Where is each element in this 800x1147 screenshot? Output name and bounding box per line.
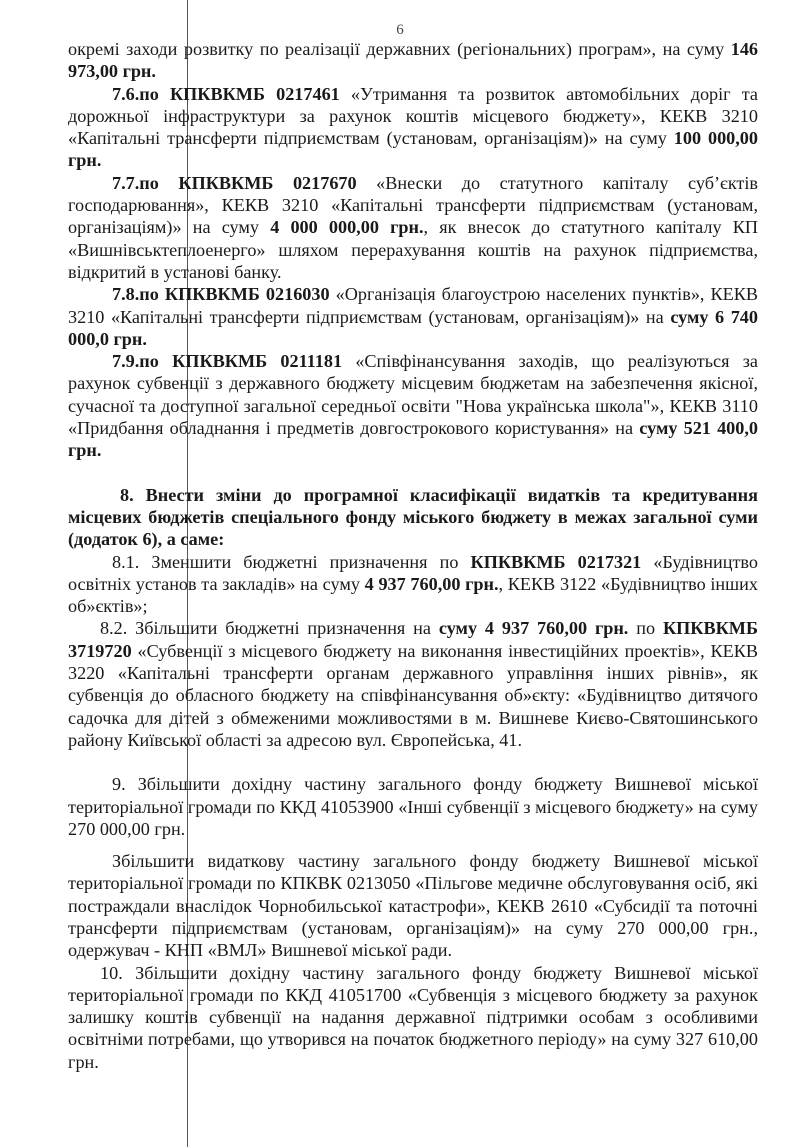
text-run: Збільшити видаткову частину загального фонду бюджету Вишневої міської територіальної громади по КПКВК 0213050 «Пільгове медичне обслуговування осіб, які постраждали внаслідок Чорнобильської катастрофи», КЕКВ 2610 «Субсидії та поточні трансферти підприємствам (установам, організаціям)» на суму 270 000,00 грн., одержувач - КНП «ВМЛ» Вишневої міської ради. <box>68 851 758 961</box>
text-run: по <box>628 618 663 639</box>
bold-run: 146 973,00 грн. <box>68 39 758 82</box>
text-run: «Організація благоустрою населених пунктів», КЕКВ 3210 «Капітальні трансферти підприємствам (установам, організаціям)» на <box>68 284 758 327</box>
text-run: «Будівництво освітніх установ та закладів» на суму <box>68 551 758 594</box>
bold-run: 8. Внести зміни до програмної класифікації видатків та кредитування місцевих бюджетів спеціального фонду міського бюджету в межах загальної суми (додаток 6), а саме: <box>68 484 758 550</box>
paragraph-7-8 <box>68 283 758 350</box>
text-run: 8.2. Збільшити бюджетні призначення на <box>100 618 439 639</box>
bold-run: КПКВКМБ 3719720 <box>68 618 758 661</box>
text-run: «Утримання та розвиток автомобільних доріг та дорожньої інфраструктури за рахунок коштів місцевого бюджету», КЕКВ 3210 «Капітальні трансферти підприємствам (установам, організаціям)» на суму <box>68 83 759 149</box>
bold-run: 7.7.по КПКВКМБ 0217670 <box>112 172 357 193</box>
page-number: 6 <box>396 22 404 38</box>
bold-run: 7.9.по КПКВКМБ 0211181 <box>112 351 343 372</box>
paragraph-7-5-tail <box>68 38 758 83</box>
paragraph-8-2 <box>68 617 758 751</box>
paragraph-7-9 <box>68 350 758 461</box>
bold-run: КПКВКМБ 0217321 <box>470 551 642 572</box>
text-run: «Співфінансування заходів, що реалізуються за рахунок субвенції з державного бюджету місцевим бюджетам на забезпечення якісної, сучасної та доступної загальної середньої освіти "Нова українська школа"», КЕКВ 3110 «Придбання обладнання і предметів довгострокового користування» на <box>68 351 758 439</box>
document-body <box>68 38 758 1073</box>
bold-run: 4 937 760,00 грн. <box>364 573 499 594</box>
text-run: «Внески до статутного капіталу суб’єктів господарювання», КЕКВ 3210 «Капітальні трансферти підприємствам (установам, організаціям)» на суму <box>68 172 758 238</box>
text-run: , КЕКВ 3122 «Будівництво інших об»єктів»; <box>68 573 758 617</box>
text-run: окремі заходи розвитку по реалізації державних (регіональних) програм», на суму <box>68 39 731 59</box>
bold-run: 4 000 000,00 грн. <box>270 217 424 238</box>
paragraph-8-1 <box>68 551 758 618</box>
paragraph-7-6 <box>68 83 758 172</box>
text-run: 8.1. Зменшити бюджетні призначення по <box>112 551 471 572</box>
text-run: 9. Збільшити дохідну частину загального фонду бюджету Вишневої міської територіальної громади по ККД 41053900 «Інші субвенції з місцевого бюджету» на суму 270 000,00 грн. <box>68 774 758 839</box>
bold-run: 100 000,00 грн. <box>68 128 758 171</box>
bold-run: 7.6.по КПКВКМБ 0217461 <box>112 83 340 104</box>
text-run: 10. Збільшити дохідну частину загального фонду бюджету Вишневої міської територіальної громади по ККД 41051700 «Субвенція з місцевого бюджету за рахунок залишку коштів субвенції на надання державної підтримки особам з особливими освітніми потребами, що утворився на початок бюджетного періоду» на суму 327 610,00 грн. <box>68 962 758 1072</box>
text-run: «Субвенції з місцевого бюджету на виконання інвестиційних проектів», КЕКВ 3220 «Капітальні трансферти органам державного управління інших рівнів», як субвенція до обласного бюджету на співфінансування об»єкту: «Будівництво дитячого садочка для дітей з обмеженими можливостями в м. Вишневе Києво-Святошинського району Київської області за адресою вул. Європейська, 41. <box>68 640 758 750</box>
paragraph-9 <box>68 773 758 840</box>
bold-run: суму 521 400,0 грн. <box>68 418 759 461</box>
text-run: , як внесок до статутного капіталу КП «Вишнівськтеплоенерго» шляхом перерахування коштів на рахунок підприємства, відкритий в установі банку. <box>68 217 759 282</box>
paragraph-9-expenditure <box>68 850 758 961</box>
bold-run: 7.8.по КПКВКМБ 0216030 <box>112 284 330 305</box>
paragraph-10 <box>68 962 758 1073</box>
paragraph-7-7 <box>68 172 758 283</box>
paragraph-8-heading <box>68 484 758 551</box>
bold-run: суму 6 740 000,0 грн. <box>68 306 758 349</box>
bold-run: суму 4 937 760,00 грн. <box>438 618 629 639</box>
